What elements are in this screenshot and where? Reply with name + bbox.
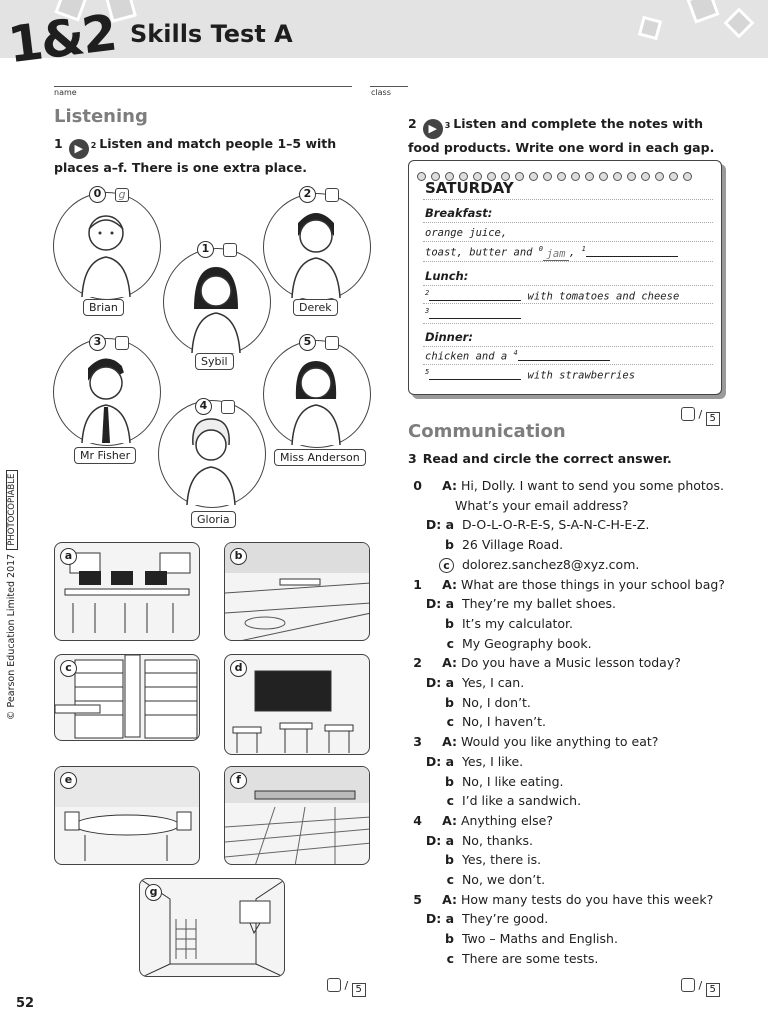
place-label: g [145,884,162,901]
person-circle-miss-anderson [263,340,371,448]
section-heading-communication: Communication [408,421,566,442]
name-field[interactable] [54,86,352,87]
person-number: 0 [89,186,106,203]
ruled-line [423,364,713,365]
answer-option[interactable]: D: a They’re good. [425,911,549,927]
answer-gap-1[interactable] [586,247,678,257]
answer-box[interactable] [223,243,237,257]
score-box-exercise-2[interactable]: / 5 [681,407,720,426]
answer-option[interactable]: c I’d like a sandwich. [446,793,582,809]
answer-option[interactable]: D: a Yes, I can. [425,675,525,690]
notepad [408,160,722,395]
score-box-exercise-1[interactable]: / 5 [327,978,366,997]
answer-box[interactable] [221,400,235,414]
answer-box[interactable] [325,336,339,350]
person-circle-sybil [163,248,271,356]
page-number: 52 [16,996,35,1011]
ruled-line [423,303,713,304]
place-label: a [60,548,77,565]
exercise-number: 1 [54,136,63,151]
person-illustration [54,339,159,444]
answer-option[interactable]: D: a No, thanks. [425,832,534,848]
notes-line-l2: 3 [425,307,521,321]
person-number: 1 [197,241,214,258]
person-number: 2 [299,186,316,203]
ruled-line [423,261,713,262]
answer-option[interactable]: b No, I don’t. [445,694,531,710]
answer-box[interactable]: g [115,188,129,202]
ruled-line [423,199,713,200]
notes-line-b2: toast, butter and $^0$ jam , $^1$ [425,245,678,261]
page-title: Skills Test A [130,20,293,48]
speaker-icon[interactable]: ▶ [69,139,89,159]
person-number: 5 [299,334,316,351]
unit-label: 1&2 [4,3,119,75]
answer-option[interactable]: b It’s my calculator. [445,615,573,631]
answer-gap-5[interactable] [429,370,521,380]
class-field[interactable] [370,86,408,87]
person-circle-brian [53,192,161,300]
answer-option[interactable]: D: a Yes, I like. [425,753,524,769]
person-name-label: Sybil [195,353,234,370]
answer-option-circled[interactable]: c dolorez.sanchez8@xyz.com. [408,555,639,575]
person-illustration [264,341,369,446]
place-label: b [230,548,247,565]
ruled-line [423,222,713,223]
answer-option[interactable]: c No, we don’t. [446,872,546,887]
copyright-sidebar: © Pearson Education Limited 2017PHOTOCOPIABLE [6,470,18,720]
person-name-label: Derek [293,299,338,316]
person-number: 3 [89,334,106,351]
photocopiable-badge: PHOTOCOPIABLE [6,470,18,550]
place-label: f [230,772,247,789]
answer-gap-3[interactable] [429,309,521,319]
ruled-line [423,241,713,242]
notes-lunch: Lunch: [425,269,469,283]
answer-gap-2[interactable] [429,291,521,301]
section-heading-listening: Listening [54,106,148,127]
person-illustration [164,249,269,354]
person-name-label: Brian [83,299,124,316]
answer-option[interactable]: D: a They’re my ballet shoes. [425,596,617,612]
answer-option[interactable]: b 26 Village Road. [445,537,564,553]
person-name-label: Mr Fisher [74,447,136,464]
answer-option[interactable]: D: a D-O-L-O-R-E-S, S-A-N-C-H-E-Z. [425,517,650,533]
example-answer: jam [543,248,569,261]
exercise-number: 2 [408,116,417,131]
answer-option[interactable]: b Two – Maths and English. [445,931,618,947]
exercise-3-instruction: 3 Read and circle the correct answer. [408,451,672,466]
answer-box[interactable] [115,336,129,350]
answer-option[interactable]: b Yes, there is. [445,852,542,868]
score-box-exercise-3[interactable]: / 5 [681,978,720,997]
speaker-icon[interactable]: ▶ [423,119,443,139]
answer-option[interactable]: c There are some tests. [446,950,599,966]
track-number: 3 [444,121,451,130]
exercise-number: 3 [408,451,417,466]
person-circle-gloria [158,400,266,508]
answer-option[interactable]: b No, I like eating. [445,773,564,789]
notes-line-d2: $^5$ with strawberries [425,368,636,382]
dialogue-list: 0 A: Hi, Dolly. I want to send you some photos. What’s your email address? D: a D-O-L-O-R-E-S, S-A-N-C-H-E-Z. b 26 Village Road. c dolorez.sanchez8@xyz.com. 1 A: What are those things in your school bag? D: a They’re my ballet shoes. b It’s my calculator. c My Geography book. 2 A: Do you have a Music lesson today? D: a Yes, I can. b No, I don’t. c No, I haven’t. 3 A: Would you like anything to eat? D: a Yes, I like. b No, I like eating. c I’d like a sandwich. 4 A: Anything else? D: a No, thanks. b Yes, there is. c No, we don’t. 5 A: How many tests do you have this week? D: a They’re good. b Two – Maths and English. c There are some tests. [408,476,748,971]
exercise-2-instruction: 2 ▶ 3 Listen and complete the notes with food products. Write one word in each gap. [408,116,715,155]
notes-dinner: Dinner: [425,330,473,344]
person-name-label: Miss Anderson [274,449,366,466]
answer-option[interactable]: c My Geography book. [446,635,592,651]
notes-breakfast: Breakfast: [425,206,493,220]
name-label: name [54,88,77,97]
circled-answer: c [439,558,454,573]
ruled-line [423,346,713,347]
person-circle-derek [263,193,371,301]
notes-line-b1: orange juice, [425,227,508,239]
answer-option[interactable]: c No, I haven’t. [446,714,546,730]
answer-gap-4[interactable] [518,351,610,361]
person-illustration [54,193,159,298]
person-illustration [264,194,369,299]
place-label: e [60,772,77,789]
person-name-label: Gloria [191,511,236,528]
ruled-line [423,285,713,286]
answer-box[interactable] [325,188,339,202]
ruled-line [423,323,713,324]
class-label: class [371,88,391,97]
place-label: d [230,660,247,677]
person-number: 4 [195,398,212,415]
exercise-1-instruction: 1 ▶ 2 Listen and match people 1–5 with places a–f. There is one extra place. [54,136,337,175]
notes-day: SATURDAY [425,179,514,197]
person-illustration [159,401,264,506]
notes-line-l1: $^2$ with tomatoes and cheese [425,289,680,303]
notes-line-d1: chicken and a $^4$ [425,349,610,363]
place-label: c [60,660,77,677]
track-number: 2 [90,141,97,150]
person-circle-mr-fisher [53,338,161,446]
